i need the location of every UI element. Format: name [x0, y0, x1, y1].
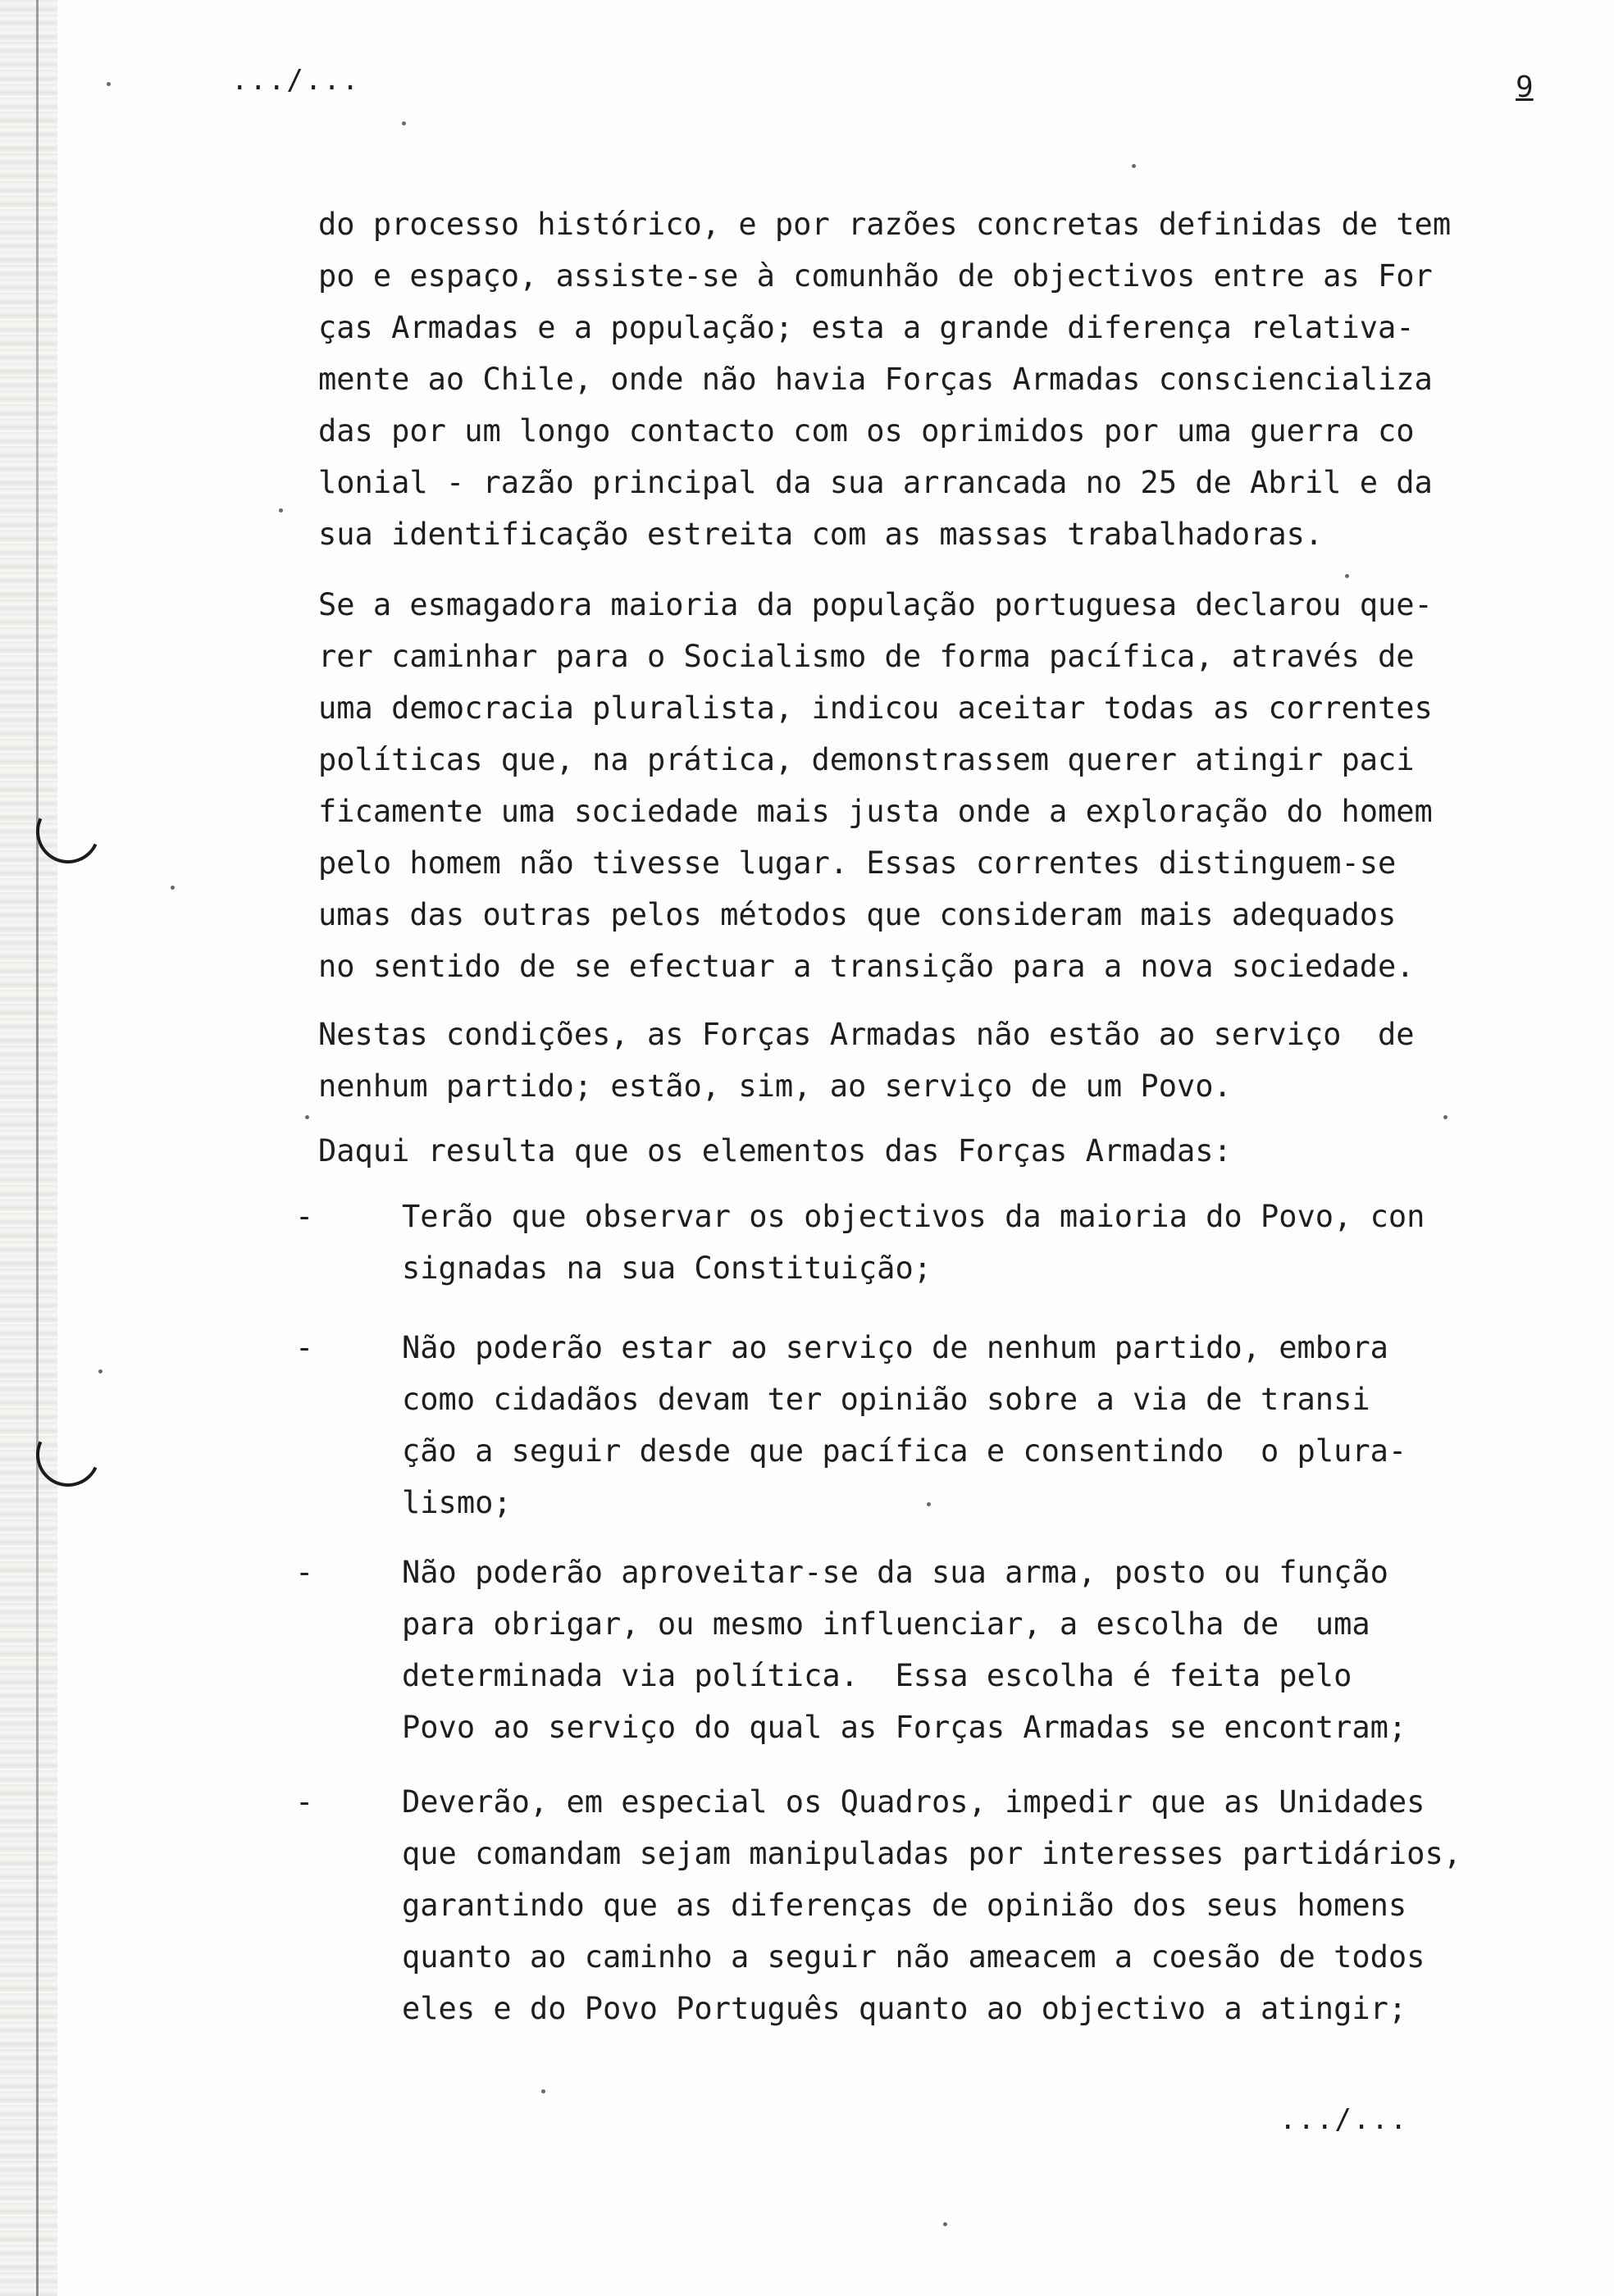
- text-line: das por um longo contacto com os oprimidos por uma guerra co: [318, 413, 1415, 449]
- text-line: Deverão, em especial os Quadros, impedir que as Unidades: [402, 1784, 1425, 1820]
- list-item-text: [402, 1547, 1407, 1753]
- text-line: nenhum partido; estão, sim, ao serviço de um Povo.: [318, 1068, 1232, 1104]
- text-line: Terão que observar os objectivos da maioria do Povo, con: [402, 1199, 1425, 1234]
- page-number: 9: [1516, 71, 1534, 104]
- text-line: po e espaço, assiste-se à comunhão de objectivos entre as For: [318, 258, 1433, 294]
- text-line: lonial - razão principal da sua arrancada no 25 de Abril e da: [318, 465, 1433, 500]
- list-bullet: -: [295, 1199, 314, 1234]
- text-line: umas das outras pelos métodos que consideram mais adequados: [318, 897, 1397, 932]
- text-line: rer caminhar para o Socialismo de forma pacífica, através de: [318, 639, 1415, 674]
- scan-speck: [279, 508, 283, 512]
- binding-edge: [36, 0, 39, 2296]
- text-line: quanto ao caminho a seguir não ameacem a coesão de todos: [402, 1939, 1425, 1975]
- text-line: no sentido de se efectuar a transição para a nova sociedade.: [318, 949, 1415, 984]
- text-line: Não poderão estar ao serviço de nenhum partido, embora: [402, 1330, 1388, 1365]
- paragraph-3: [318, 1009, 1565, 1112]
- text-line: como cidadãos devam ter opinião sobre a via de transi: [402, 1382, 1370, 1417]
- text-line: do processo histórico, e por razões concretas definidas de tem: [318, 207, 1452, 242]
- scan-speck: [107, 82, 111, 86]
- scan-speck: [541, 2089, 545, 2093]
- scan-speck: [1345, 574, 1349, 578]
- text-line: eles e do Povo Português quanto ao objectivo a atingir;: [402, 1991, 1407, 2026]
- scan-speck: [1132, 164, 1136, 168]
- scan-speck: [305, 1115, 309, 1119]
- text-line: ção a seguir desde que pacífica e consentindo o plura-: [402, 1433, 1407, 1469]
- list-bullet: -: [295, 1784, 314, 1820]
- text-line: políticas que, na prática, demonstrassem querer atingir paci: [318, 742, 1415, 777]
- text-line: Nestas condições, as Forças Armadas não estão ao serviço de: [318, 1017, 1415, 1052]
- paragraph-1: [318, 198, 1565, 560]
- text-line: Daqui resulta que os elementos das Forças Armadas:: [318, 1133, 1232, 1168]
- text-line: sua identificação estreita com as massas trabalhadoras.: [318, 517, 1324, 552]
- scan-speck: [1443, 1115, 1448, 1119]
- text-line: Não poderão aproveitar-se da sua arma, posto ou função: [402, 1555, 1388, 1590]
- text-line: lismo;: [402, 1485, 512, 1520]
- scan-speck: [943, 2222, 947, 2226]
- text-line: ficamente uma sociedade mais justa onde a exploração do homem: [318, 794, 1433, 829]
- list-item-text: [402, 1322, 1407, 1528]
- scan-speck: [927, 1502, 931, 1506]
- list-bullet: -: [295, 1555, 314, 1590]
- text-line: signadas na sua Constituição;: [402, 1250, 932, 1286]
- paragraph-4: [318, 1125, 1565, 1177]
- list-item-text: [402, 1191, 1425, 1294]
- text-line: determinada via política. Essa escolha é feita pelo: [402, 1658, 1352, 1693]
- text-line: Se a esmagadora maioria da população portuguesa declarou que-: [318, 587, 1433, 622]
- text-line: garantindo que as diferenças de opinião dos seus homens: [402, 1888, 1407, 1923]
- text-line: uma democracia pluralista, indicou aceitar todas as correntes: [318, 690, 1433, 726]
- text-line: que comandam sejam manipuladas por interesses partidários,: [402, 1836, 1462, 1871]
- binding-shadow: [0, 0, 57, 2296]
- footer-continuation-mark: .../...: [1279, 2103, 1409, 2136]
- list-item-text: [402, 1776, 1461, 2034]
- scan-speck: [402, 121, 406, 125]
- text-line: para obrigar, ou mesmo influenciar, a escolha de uma: [402, 1606, 1370, 1642]
- text-line: Povo ao serviço do qual as Forças Armadas se encontram;: [402, 1710, 1407, 1745]
- scan-speck: [98, 1369, 103, 1374]
- text-line: pelo homem não tivesse lugar. Essas correntes distinguem-se: [318, 845, 1397, 881]
- text-line: mente ao Chile, onde não havia Forças Armadas consciencializa: [318, 362, 1433, 397]
- text-line: ças Armadas e a população; esta a grande diferença relativa-: [318, 310, 1415, 345]
- list-bullet: -: [295, 1330, 314, 1365]
- paragraph-2: [318, 579, 1565, 992]
- header-continuation-mark: .../...: [231, 64, 361, 97]
- scan-speck: [171, 886, 175, 890]
